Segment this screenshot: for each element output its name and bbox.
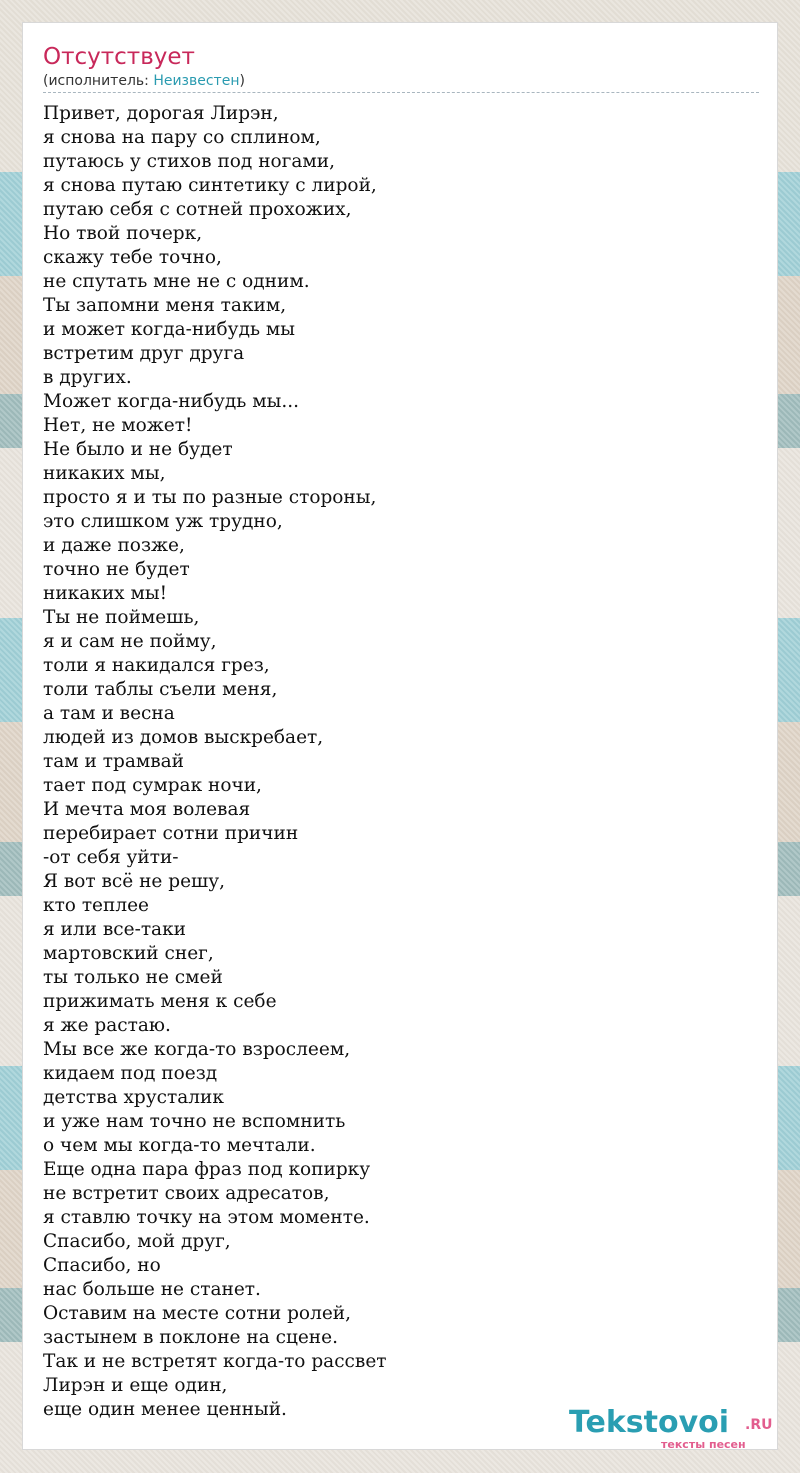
lyric-line: просто я и ты по разные стороны, (43, 487, 377, 508)
lyric-line: Привет, дорогая Лирэн, (43, 103, 279, 124)
artist-suffix: ) (239, 73, 245, 89)
lyric-line: прижимать меня к себе (43, 991, 277, 1012)
lyric-line: в других. (43, 367, 132, 388)
lyric-line: я снова на пару со сплином, (43, 127, 321, 148)
lyric-line: не встретит своих адресатов, (43, 1183, 330, 1204)
lyric-line: Так и не встретят когда-то рассвет (43, 1351, 387, 1372)
lyric-line: и даже позже, (43, 535, 185, 556)
lyric-line: я же растаю. (43, 1015, 171, 1036)
artist-line (43, 72, 245, 90)
lyric-line: я ставлю точку на этом моменте. (43, 1207, 370, 1228)
logo-tld: .RU (745, 1417, 773, 1433)
lyric-line: кто теплее (43, 895, 149, 916)
lyric-line: мартовский снег, (43, 943, 214, 964)
lyric-line: детства хрусталик (43, 1087, 224, 1108)
lyric-line: о чем мы когда-то мечтали. (43, 1135, 316, 1156)
lyric-line: застынем в поклоне на сцене. (43, 1327, 338, 1348)
song-title: Отсутствует (43, 44, 195, 70)
lyric-line: и уже нам точно не вспомнить (43, 1111, 346, 1132)
lyric-line: кидаем под поезд (43, 1063, 218, 1084)
lyric-line: точно не будет (43, 559, 190, 580)
lyric-line: Спасибо, но (43, 1255, 161, 1276)
lyric-line: я и сам не пойму, (43, 631, 217, 652)
lyric-line: Мы все же когда-то взрослеем, (43, 1039, 351, 1060)
logo-name: Tekstovoi (569, 1405, 730, 1440)
lyrics-card (22, 22, 778, 1450)
lyric-line: Может когда-нибудь мы... (43, 391, 300, 412)
lyric-line: это слишком уж трудно, (43, 511, 283, 532)
lyric-line: И мечта моя волевая (43, 799, 251, 820)
lyrics-text (43, 102, 759, 1422)
lyric-line: перебирает сотни причин (43, 823, 299, 844)
lyric-line: а там и весна (43, 703, 175, 724)
lyric-line: толи я накидался грез, (43, 655, 270, 676)
lyric-line: Не было и не будет (43, 439, 233, 460)
lyric-line: не спутать мне не с одним. (43, 271, 310, 292)
lyric-line: Спасибо, мой друг, (43, 1231, 231, 1252)
lyric-line: людей из домов выскребает, (43, 727, 324, 748)
lyric-line: путаюсь у стихов под ногами, (43, 151, 335, 172)
lyric-line: ты только не смей (43, 967, 223, 988)
logo-tagline: тексты песен (661, 1438, 746, 1451)
lyric-line: никаких мы! (43, 583, 168, 604)
lyric-line: Лирэн и еще один, (43, 1375, 228, 1396)
lyric-line: путаю себя с сотней прохожих, (43, 199, 352, 220)
lyric-line: Но твой почерк, (43, 223, 203, 244)
lyric-line: Оставим на месте сотни ролей, (43, 1303, 351, 1324)
lyric-line: Я вот всё не решу, (43, 871, 226, 892)
lyric-line: я или все-таки (43, 919, 186, 940)
lyric-line: еще один менее ценный. (43, 1399, 287, 1420)
site-logo[interactable] (569, 1407, 779, 1451)
lyric-line: я снова путаю синтетику с лирой, (43, 175, 377, 196)
lyric-line: толи таблы съели меня, (43, 679, 278, 700)
title-divider (43, 92, 759, 93)
lyric-line: Ты запомни меня таким, (43, 295, 287, 316)
lyric-line: Еще одна пара фраз под копирку (43, 1159, 371, 1180)
lyric-line: -от себя уйти- (43, 847, 179, 868)
lyric-line: нас больше не станет. (43, 1279, 261, 1300)
artist-link[interactable]: Неизвестен (153, 73, 240, 89)
lyric-line: встретим друг друга (43, 343, 245, 364)
lyric-line: и может когда-нибудь мы (43, 319, 296, 340)
lyric-line: Ты не поймешь, (43, 607, 200, 628)
artist-prefix: (исполнитель: (43, 73, 154, 89)
lyric-line: тает под сумрак ночи, (43, 775, 262, 796)
lyric-line: скажу тебе точно, (43, 247, 222, 268)
lyric-line: там и трамвай (43, 751, 185, 772)
lyric-line: никаких мы, (43, 463, 166, 484)
lyric-line: Нет, не может! (43, 415, 193, 436)
